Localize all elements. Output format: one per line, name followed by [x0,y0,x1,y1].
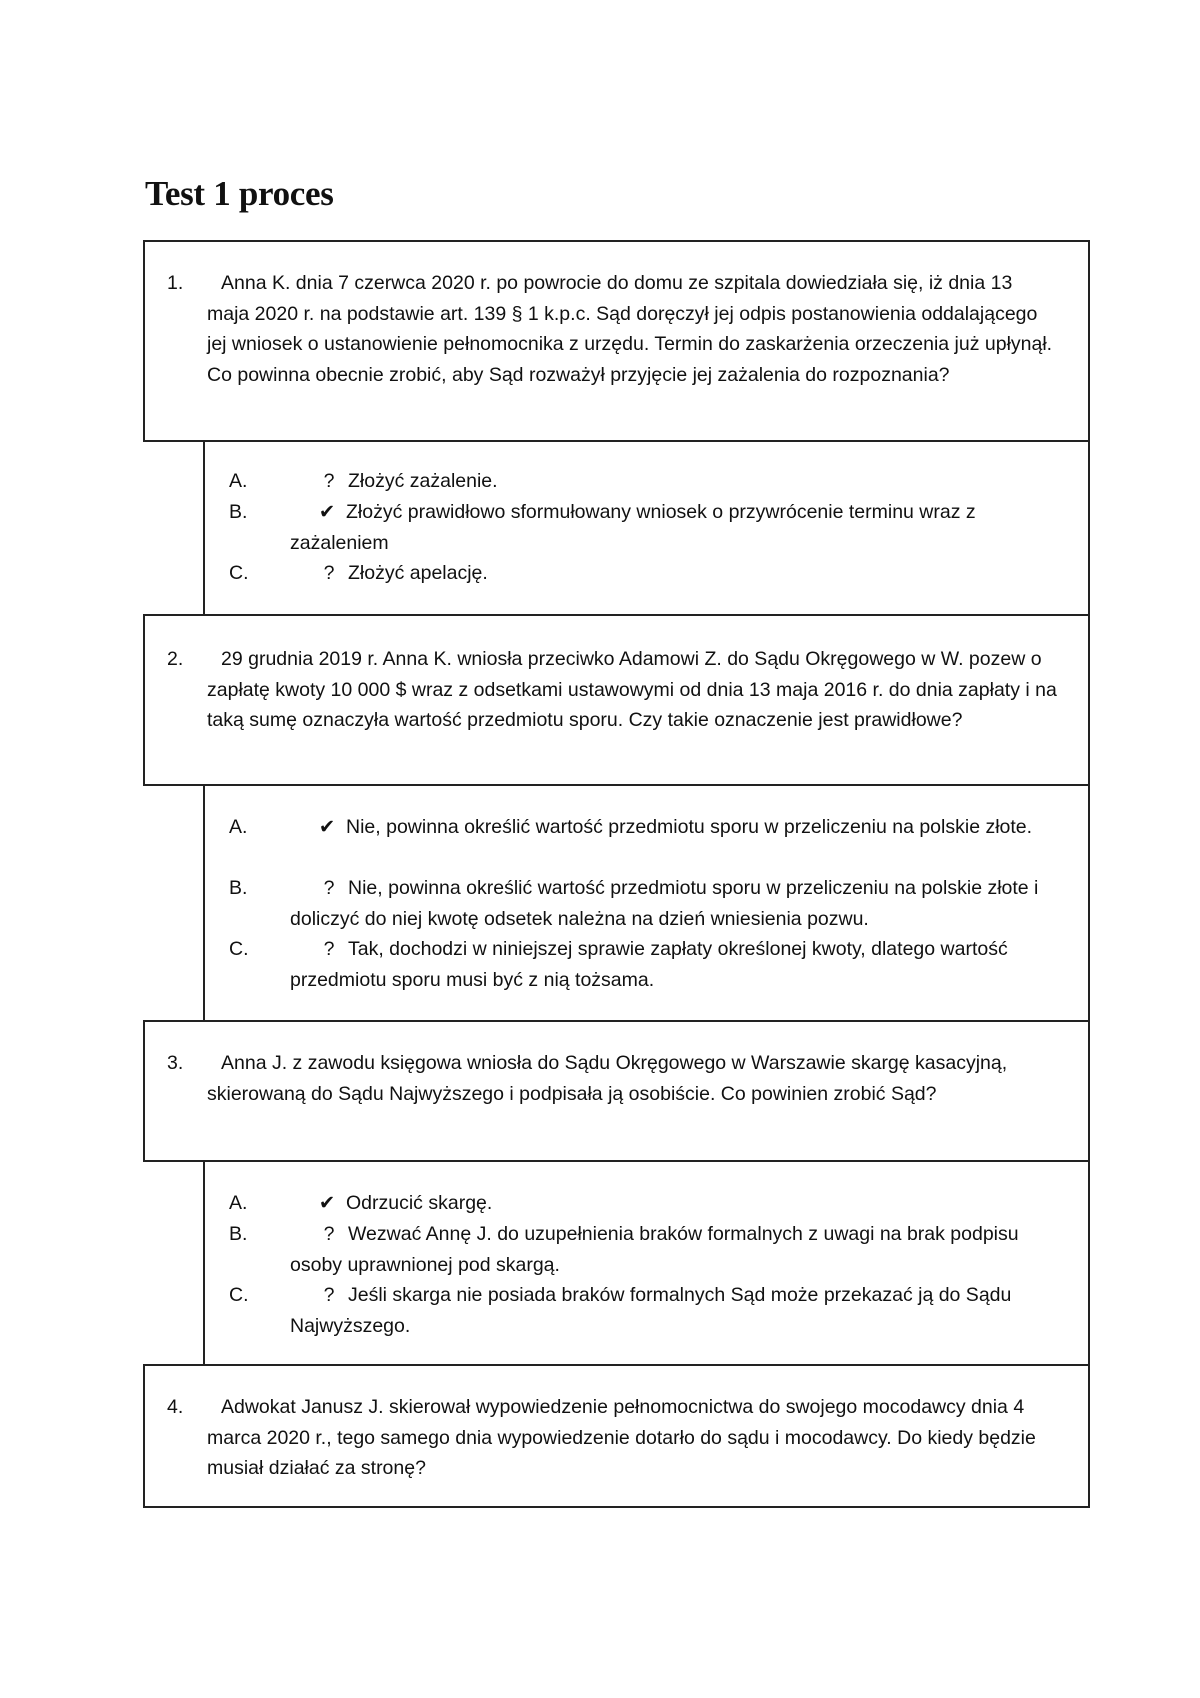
question-4 [167,1392,1058,1484]
answer-text: Tak, dochodzi w niniejszej sprawie zapłaty określonej kwoty, dlatego wartość przedmiotu sporu musi być z nią tożsama. [290,938,1008,991]
answer-option-2c: C. ? Tak, dochodzi w niniejszej sprawie zapłaty określonej kwoty, dlatego wartość przedmiotu sporu musi być z nią tożsama. [229,934,1064,995]
answer-option-1b: B. ✔ Złożyć prawidłowo sformułowany wniosek o przywrócenie terminu wraz z zażaleniem [229,497,1064,558]
answer-option-2b: B. ? Nie, powinna określić wartość przedmiotu sporu w przeliczeniu na polskie złote i doliczyć do niej kwotę odsetek należna na dzień wniesienia pozwu. [229,873,1064,934]
question-mark-icon: ? [323,938,335,960]
question-number: 2. [167,648,184,670]
question-mark-icon: ? [323,562,335,584]
question-box-4 [143,1364,1090,1508]
answers-box-1 [203,442,1090,614]
question-1 [167,268,1058,390]
question-text: Anna K. dnia 7 czerwca 2020 r. po powrocie do domu ze szpitala dowiedziała się, iż dnia 13 maja 2020 r. na podstawie art. 139 § 1 k.p.c. Sąd doręczył jej odpis postanowienia oddalającego jej wniosek o ustanowienie pełnomocnika z urzędu. Termin do zaskarżenia orzeczenia już upłynął. Co powinna obecnie zrobić, aby Sąd rozważył przyjęcie jej zażalenia do rozpoznania? [207,272,1053,386]
question-2 [167,644,1058,736]
question-number: 1. [167,272,184,294]
question-mark-icon: ? [323,1284,335,1306]
answer-text: Nie, powinna określić wartość przedmiotu sporu w przeliczeniu na polskie złote. [346,816,1033,838]
question-box-1 [143,240,1090,442]
question-text: Anna J. z zawodu księgowa wniosła do Sądu Okręgowego w Warszawie skargę kasacyjną, skierowaną do Sądu Najwyższego i podpisała ją osobiście. Co powinien zrobić Sąd? [207,1052,1008,1105]
answer-option-3c: C. ? Jeśli skarga nie posiada braków formalnych Sąd może przekazać ją do Sądu Najwyższego. [229,1280,1064,1341]
question-3 [167,1048,1058,1109]
question-mark-icon: ? [323,1223,335,1245]
checkmark-icon: ✔ [318,1192,336,1214]
answer-text: Nie, powinna określić wartość przedmiotu sporu w przeliczeniu na polskie złote i doliczyć do niej kwotę odsetek należna na dzień wniesienia pozwu. [290,877,1039,930]
answer-text: Jeśli skarga nie posiada braków formalnych Sąd może przekazać ją do Sądu Najwyższego. [290,1284,1012,1337]
answer-option-1a: A. ? Złożyć zażalenie. [229,466,1064,497]
answer-text: Złożyć prawidłowo sformułowany wniosek o przywrócenie terminu wraz z zażaleniem [290,501,976,554]
question-number: 3. [167,1052,184,1074]
answer-option-2a: A. ✔ Nie, powinna określić wartość przedmiotu sporu w przeliczeniu na polskie złote. [229,812,1064,843]
answer-option-3a: A. ✔ Odrzucić skargę. [229,1188,1064,1219]
question-number: 4. [167,1396,184,1418]
question-box-3 [143,1020,1090,1162]
question-box-2 [143,614,1090,786]
answer-option-3b: B. ? Wezwać Annę J. do uzupełnienia braków formalnych z uwagi na brak podpisu osoby uprawnionej pod skargą. [229,1219,1064,1280]
checkmark-icon: ✔ [318,501,336,523]
answers-box-3 [203,1162,1090,1364]
question-text: 29 grudnia 2019 r. Anna K. wniosła przeciwko Adamowi Z. do Sądu Okręgowego w W. pozew o zapłatę kwoty 10 000 $ wraz z odsetkami ustawowymi od dnia 13 maja 2016 r. do dnia zapłaty i na taką sumę oznaczyła wartość przedmiotu sporu. Czy takie oznaczenie jest prawidłowe? [207,648,1057,731]
answers-box-2 [203,786,1090,1020]
question-mark-icon: ? [323,470,335,492]
answer-option-1c: C. ? Złożyć apelację. [229,558,1064,589]
document-title: Test 1 proces [145,174,334,213]
answer-text: Wezwać Annę J. do uzupełnienia braków formalnych z uwagi na brak podpisu osoby uprawnionej pod skargą. [290,1223,1019,1276]
checkmark-icon: ✔ [318,816,336,838]
answer-text: Odrzucić skargę. [346,1192,493,1214]
question-text: Adwokat Janusz J. skierował wypowiedzenie pełnomocnictwa do swojego mocodawcy dnia 4 marca 2020 r., tego samego dnia wypowiedzenie dotarło do sądu i mocodawcy. Do kiedy będzie musiał działać za stronę? [207,1396,1036,1479]
answer-text: Złożyć apelację. [348,562,488,584]
question-mark-icon: ? [323,877,335,899]
answer-text: Złożyć zażalenie. [348,470,498,492]
